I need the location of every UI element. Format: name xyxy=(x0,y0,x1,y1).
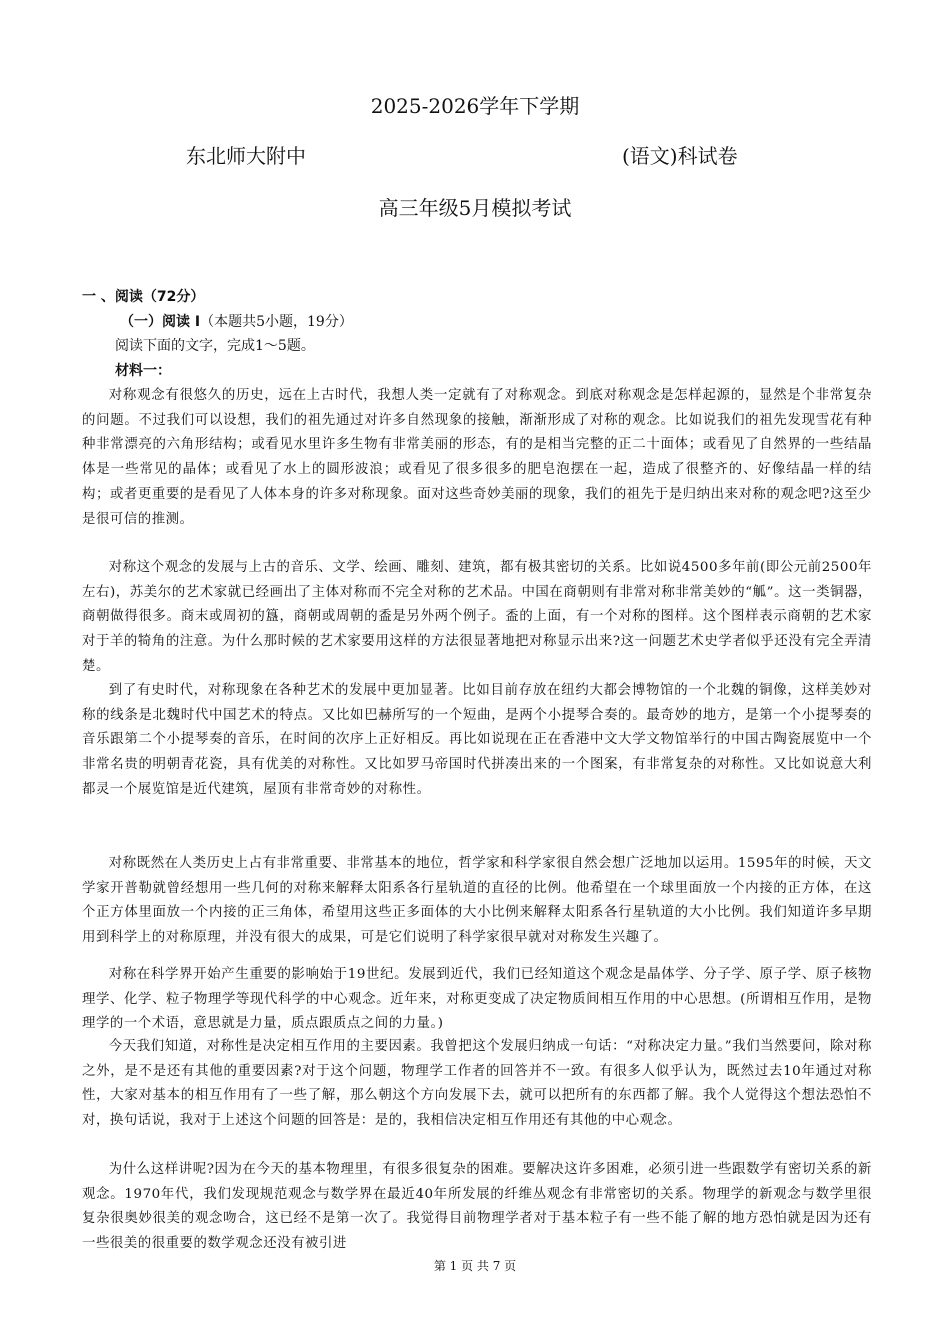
subsection-label: （一）阅读 I xyxy=(120,314,201,330)
section-heading: 一 、阅读（72分） xyxy=(82,289,205,305)
paragraph: 对称观念有很悠久的历史，远在上古时代，我想人类一定就有了对称观念。到底对称观念是怎样起源的，显然是个非常复杂的问题。不过我们可以设想，我们的祖先通过对许多自然现象的接触，渐渐形成了对称的观念。比如说我们的祖先发现雪花有种种非常漂亮的六角形结构；或看见水里许多生物有非常美丽的形态，有的是相当完整的正二十面体；或看见了自然界的一些结晶体是一些常见的晶体；或看见了水上的圆形波浪；或看见了很多很多的肥皂泡摆在一起，造成了很整齐的、好像结晶一样的结构；或者更重要的是看见了人体本身的许多对称现象。面对这些奇妙美丽的现象，我们的祖先于是归纳出来对称的观念吧?这至少是很可信的推测。 xyxy=(82,388,872,527)
exam-year-title: 2025-2026学年下学期 xyxy=(370,94,580,118)
school-name: 东北师大附中 xyxy=(186,144,306,168)
exam-name: 高三年级5月模拟考试 xyxy=(378,196,572,220)
subsection-score: （本题共5小题，19分） xyxy=(200,314,353,330)
paragraph: 对称既然在人类历史上占有非常重要、非常基本的地位，哲学家和科学家很自然会想广泛地加以运用。1595年的时候，天文学家开普勒就曾经想用一些几何的对称来解释太阳系各行星轨道的直径的比例。他希望在一个球里面放一个内接的正方体，在这个正方体里面放一个内接的正三角体，希望用这些正多面体的大小比例来解释太阳系各行星轨道的大小比例。我们知道许多早期用到科学上的对称原理，并没有很大的成果，可是它们说明了科学家很早就对对称发生兴趣了。 xyxy=(82,856,872,946)
paragraph: 对称这个观念的发展与上古的音乐、文学、绘画、雕刻、建筑，都有极其密切的关系。比如说4500多年前(即公元前2500年左右)，苏美尔的艺术家就已经画出了主体对称而不完全对称的艺术品。中国在商朝则有非常对称非常美妙的“觚”。这一类铜器，商朝做得很多。商末或周初的簋，商朝或周朝的盉是另外两个例子。盉的上面，有一个对称的图样。这个图样表示商朝的艺术家对于羊的犄角的注意。为什么那时候的艺术家要用这样的方法很显著地把对称显示出来?这一问题艺术史学者似乎还没有完全弄清楚。 xyxy=(82,560,872,674)
page-number: 第 1 页 共 7 页 xyxy=(433,1259,517,1273)
paragraph: 为什么这样讲呢?因为在今天的基本物理里，有很多很复杂的困难。要解决这许多困难，必须引进一些跟数学有密切关系的新观念。1970年代，我们发现规范观念与数学界在最近40年所发展的纤维丛观念有非常密切的关系。物理学的新观念与数学里很复杂很奥妙很美的观念吻合，这已经不是第一次了。我觉得目前物理学者对于基本粒子有一些不能了解的地方恐怕就是因为还有一些很美的很重要的数学观念还没有被引进 xyxy=(82,1162,872,1252)
paragraph: 对称在科学界开始产生重要的影响始于19世纪。发展到近代，我们已经知道这个观念是晶体学、分子学、原子学、原子核物理学、化学、粒子物理学等现代科学的中心观念。近年来，对称更变成了决定物质间相互作用的中心思想。(所谓相互作用，是物理学的一个术语，意思就是力量，质点跟质点之间的力量。) xyxy=(82,967,872,1032)
paragraph: 今天我们知道，对称性是决定相互作用的主要因素。我曾把这个发展归纳成一句话：“对称决定力量。”我们当然要问，除对称之外，是不是还有其他的重要因素?对于这个问题，物理学工作者的回答并不一致。有很多人似乎认为，既然过去10年通过对称性，大家对基本的相互作用有了一些了解，那么朝这个方向发展下去，就可以把所有的东西都了解。我个人觉得这个想法恐怕不对，换句话说，我对于上述这个问题的回答是：是的，我相信决定相互作用还有其他的中心观念。 xyxy=(82,1039,872,1129)
paragraph: 到了有史时代，对称现象在各种艺术的发展中更加显著。比如目前存放在纽约大都会博物馆的一个北魏的铜像，这样美妙对称的线条是北魏时代中国艺术的特点。又比如巴赫所写的一个短曲，是两个小提琴合奏的。最奇妙的地方，是第一个小提琴奏的音乐跟第二个小提琴奏的音乐，在时间的次序上正好相反。再比如说现在正在香港中文大学文物馆举行的中国古陶瓷展览中一个非常名贵的明朝青花瓷，具有优美的对称性。又比如罗马帝国时代拼凑出来的一个图案，有非常复杂的对称性。又比如说意大利都灵一个展览馆是近代建筑，屋顶有非常奇妙的对称性。 xyxy=(82,683,872,797)
reading-instruction: 阅读下面的文字，完成1～5题。 xyxy=(115,338,315,354)
subsection-heading xyxy=(120,311,353,333)
subject-name: (语文)科试卷 xyxy=(622,144,738,168)
material-label: 材料一： xyxy=(115,363,171,379)
